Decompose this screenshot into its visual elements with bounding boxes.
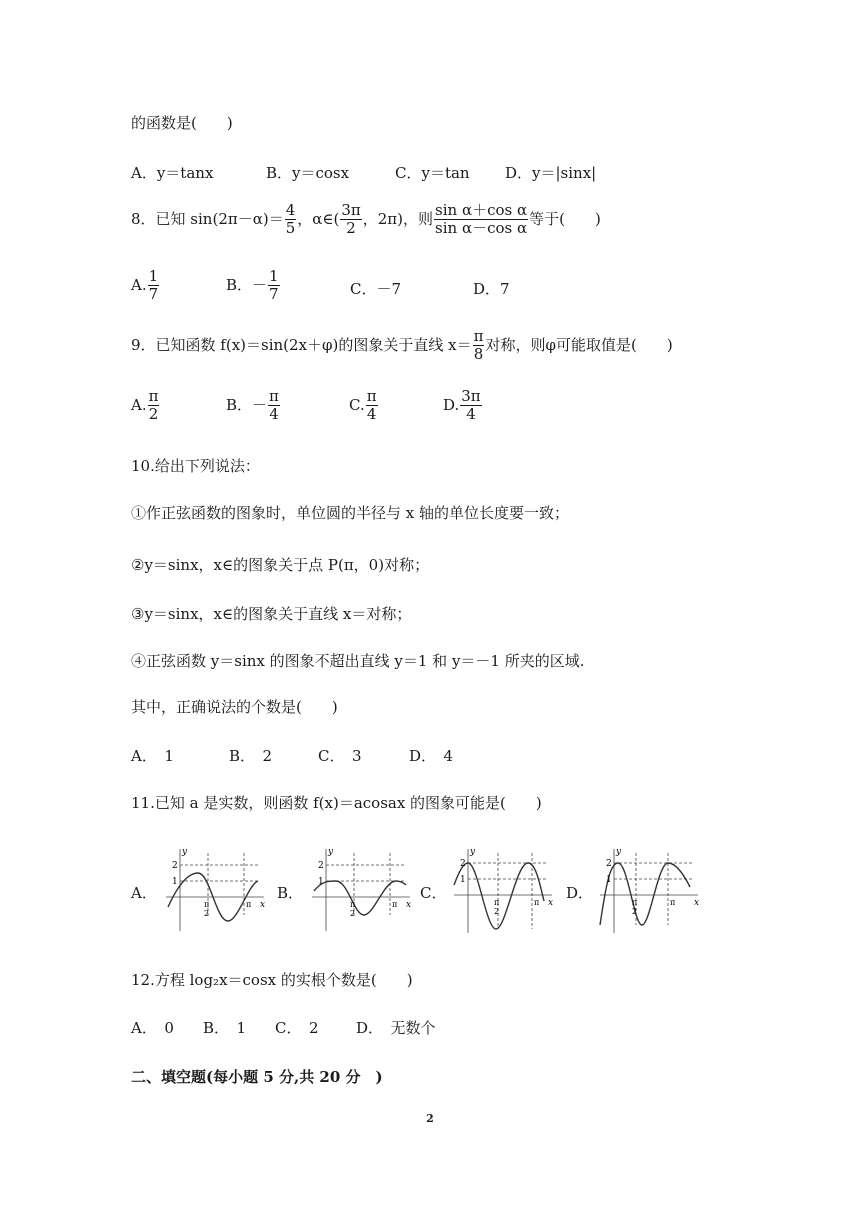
q9-c-frac — [366, 388, 378, 424]
q8-frac3-num: sin α＋cos α — [435, 201, 528, 219]
q8-a-den: 7 — [148, 285, 159, 304]
graph-c-curve — [454, 863, 544, 929]
q9-b-label: B．－ — [226, 395, 268, 414]
q8-option-b-label: B．－ — [226, 275, 268, 294]
q11-option-b-label: B． — [277, 884, 304, 902]
q12-option-b: B． 1 — [203, 1019, 247, 1037]
q10-question: 其中，正确说法的个数是( ) — [131, 698, 338, 716]
q9-d-num: 3π — [461, 387, 481, 405]
q8-frac-4-5 — [285, 202, 297, 238]
q11-option-d-label: D． — [566, 884, 594, 902]
graph-b-x-label: x — [406, 900, 412, 910]
q7-tail: 的函数是( ) — [131, 114, 233, 132]
q10-intro: 10.给出下列说法： — [131, 457, 260, 475]
section-fill-in-heading: 二、填空题(每小题 5 分,共 20 分 ) — [131, 1068, 383, 1086]
q9-stem — [131, 328, 673, 364]
graph-c-tick-2: 2 — [460, 859, 466, 869]
graph-b-tick-pihalf-num: π — [350, 900, 356, 909]
q8-option-a-frac — [148, 268, 160, 304]
q9-a-frac — [148, 388, 160, 424]
graph-b-tick-2: 2 — [318, 861, 324, 871]
graph-c-y-label: y — [470, 847, 476, 857]
graph-d-tick-pihalf-den: 2 — [632, 907, 638, 916]
q10-option-b: B． 2 — [229, 747, 273, 765]
q10-option-c: C． 3 — [318, 747, 362, 765]
q8-frac2-num: 3π — [341, 201, 361, 219]
q9-d-frac — [460, 388, 481, 424]
q9-a-num: π — [148, 387, 159, 405]
graph-c-x-label: x — [548, 898, 554, 908]
q11-stem: 11.已知 a 是实数，则函数 f(x)＝acosax 的图象可能是( ) — [131, 794, 542, 812]
q10-statement-1: ①作正弦函数的图象时，单位圆的半径与 x 轴的单位长度要一致； — [131, 504, 569, 522]
graph-c-tick-pi: π — [534, 898, 540, 907]
q8-frac-3pi-2 — [340, 202, 361, 238]
graph-d-tick-2: 2 — [606, 859, 612, 869]
q10-statement-4: ④正弦函数 y＝sinx 的图象不超出直线 y＝1 和 y＝－1 所夹的区域. — [131, 652, 585, 670]
q8-option-a — [131, 268, 160, 304]
q7-option-d: D．y＝|sinx| — [505, 164, 597, 182]
graph-b-y-label: y — [328, 847, 334, 857]
q9-c-num: π — [366, 387, 377, 405]
q8-frac1-num: 4 — [285, 201, 296, 219]
q8-a-num: 1 — [148, 267, 159, 285]
q8-stem — [131, 202, 601, 238]
q9-a-den: 2 — [148, 405, 159, 424]
q8-frac-sincos — [434, 202, 528, 238]
graph-c-tick-pihalf-num: π — [494, 898, 500, 907]
graph-a-tick-pihalf-num: π — [204, 900, 210, 909]
graph-a-tick-pihalf-den: 2 — [204, 909, 210, 918]
graph-a-tick-2: 2 — [172, 861, 178, 871]
q8-mid: ，α∈( — [297, 209, 340, 228]
q9-option-d — [443, 388, 483, 424]
q8-suffix: 等于( ) — [529, 209, 601, 228]
q8-mid2: ，2π)，则 — [362, 209, 434, 228]
q8-b-den: 7 — [269, 285, 279, 304]
q9-option-c — [349, 388, 379, 424]
graph-d-x-label: x — [694, 898, 700, 908]
q9-prefix: 9．已知函数 f(x)＝sin(2x＋φ)的图象关于直线 x＝ — [131, 335, 472, 354]
q12-option-d: D． 无数个 — [356, 1019, 436, 1037]
q12-option-c: C． 2 — [275, 1019, 319, 1037]
q10-option-a: A． 1 — [131, 747, 174, 765]
q8-frac1-den: 5 — [285, 219, 296, 238]
graph-a-tick-1: 1 — [172, 877, 178, 887]
q11-option-c-label: C． — [420, 884, 447, 902]
graph-d-tick-pi: π — [670, 898, 676, 907]
q9-option-b — [226, 388, 281, 424]
q10-statement-2: ②y＝sinx，x∈的图象关于点 P(π，0)对称； — [131, 556, 430, 574]
q8-b-num: 1 — [269, 267, 279, 285]
graph-b-tick-pihalf-den: 2 — [350, 909, 356, 918]
q9-b-frac — [268, 388, 280, 424]
q8-prefix: 8．已知 sin(2π－α)＝ — [131, 209, 284, 228]
q8-option-c: C．－7 — [350, 280, 402, 298]
q10-statement-3: ③y＝sinx，x∈的图象关于直线 x＝对称； — [131, 605, 412, 623]
q9-option-a — [131, 388, 160, 424]
q9-frac-pi-8 — [473, 328, 485, 364]
graph-c-tick-pihalf-den: 2 — [494, 907, 500, 916]
q7-option-a: A．y＝tanx — [131, 164, 214, 182]
q8-frac2-den: 2 — [346, 219, 356, 238]
q7-option-c: C．y＝tan — [395, 164, 470, 182]
q10-option-d: D． 4 — [409, 747, 454, 765]
q8-option-d: D．7 — [473, 280, 510, 298]
q8-frac3-den: sin α－cos α — [435, 219, 528, 238]
graph-d-curve — [600, 863, 690, 925]
q9-d-label: D. — [443, 395, 460, 414]
q12-stem: 12.方程 log₂x＝cosx 的实根个数是( ) — [131, 971, 413, 989]
q8-option-b — [226, 268, 281, 304]
graph-a-x-label: x — [260, 900, 266, 910]
graph-d-y-label: y — [616, 847, 622, 857]
q8-option-b-frac — [268, 268, 280, 304]
q11-graph-a — [158, 845, 270, 935]
q9-frac-den: 8 — [473, 345, 484, 364]
page-number: 2 — [426, 1112, 434, 1125]
q7-option-b: B．y＝cosx — [266, 164, 350, 182]
q9-b-num: π — [269, 387, 279, 405]
graph-d-tick-pihalf-num: π — [632, 898, 638, 907]
graph-c-tick-1: 1 — [460, 875, 466, 885]
graph-b-tick-pi: π — [392, 900, 398, 909]
q9-b-den: 4 — [269, 405, 279, 424]
graph-a-tick-pi: π — [246, 900, 252, 909]
graph-b-tick-1: 1 — [318, 877, 324, 887]
q9-frac-num: π — [473, 327, 484, 345]
q9-a-label: A. — [131, 395, 147, 414]
graph-b-curve — [314, 881, 406, 915]
q9-c-den: 4 — [366, 405, 377, 424]
q11-graph-c — [446, 845, 558, 935]
graph-a-y-label: y — [182, 847, 188, 857]
q8-option-a-label: A. — [131, 275, 147, 294]
q9-c-label: C. — [349, 395, 365, 414]
q11-graph-b — [304, 845, 416, 935]
q9-suffix: 对称，则φ可能取值是( ) — [485, 335, 673, 354]
q11-option-a-label: A． — [131, 884, 157, 902]
q11-graph-d — [592, 845, 704, 935]
q9-d-den: 4 — [466, 405, 476, 424]
graph-d-tick-1: 1 — [606, 875, 612, 885]
q12-option-a: A． 0 — [131, 1019, 174, 1037]
